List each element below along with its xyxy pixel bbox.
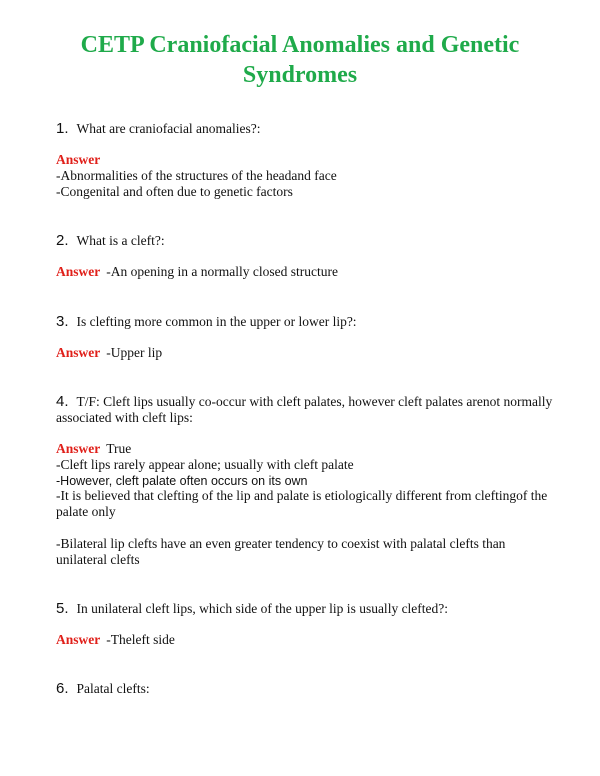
question-text: Is clefting more common in the upper or lower lip?:	[76, 314, 357, 329]
question-text: Palatal clefts:	[76, 681, 150, 696]
question-text: What is a cleft?:	[76, 233, 165, 248]
answer-line: -It is believed that clefting of the lip and palate is etiologically different from cleftingof the palate only	[56, 488, 548, 519]
answer-3	[56, 345, 556, 361]
answer-text: True	[106, 441, 132, 456]
answer-line: -Cleft lips rarely appear alone; usually with cleft palate	[56, 457, 354, 472]
question-3	[56, 314, 556, 330]
question-6	[56, 681, 556, 697]
question-text: What are craniofacial anomalies?:	[76, 121, 261, 136]
question-4	[56, 394, 556, 426]
answer-label: Answer	[56, 345, 101, 360]
answer-text: -Upper lip	[106, 345, 163, 360]
question-number: 1.	[56, 120, 69, 137]
question-text: T/F: Cleft lips usually co-occur with cleft palates, however cleft palates arenot normally associated with cleft lips:	[56, 394, 553, 425]
answer-label: Answer	[56, 264, 101, 279]
answer-line: -Congenital and often due to genetic factors	[56, 184, 293, 199]
question-number: 2.	[56, 232, 69, 249]
question-text: In unilateral cleft lips, which side of the upper lip is usually clefted?:	[76, 601, 449, 616]
answer-label: Answer	[56, 632, 101, 647]
answer-5	[56, 632, 556, 648]
answer-line: -Abnormalities of the structures of the headand face	[56, 168, 337, 183]
answer-line: -However, cleft palate often occurs on its own	[56, 474, 308, 488]
answer-text: -An opening in a normally closed structure	[106, 264, 338, 279]
answer-line: -Bilateral lip clefts have an even greater tendency to coexist with palatal clefts than unilateral clefts	[56, 536, 506, 567]
question-number: 4.	[56, 393, 69, 410]
question-number: 3.	[56, 313, 69, 330]
question-number: 5.	[56, 600, 69, 617]
question-5	[56, 601, 556, 617]
question-1	[56, 121, 556, 137]
answer-label: Answer	[56, 152, 101, 167]
answer-4	[56, 441, 556, 457]
answer-2	[56, 264, 556, 280]
answer-label: Answer	[56, 441, 101, 456]
answer-text: -Theleft side	[106, 632, 175, 647]
question-number: 6.	[56, 680, 69, 697]
question-2	[56, 233, 556, 249]
document-title: CETP Craniofacial Anomalies and Genetic Syndromes	[80, 32, 520, 88]
